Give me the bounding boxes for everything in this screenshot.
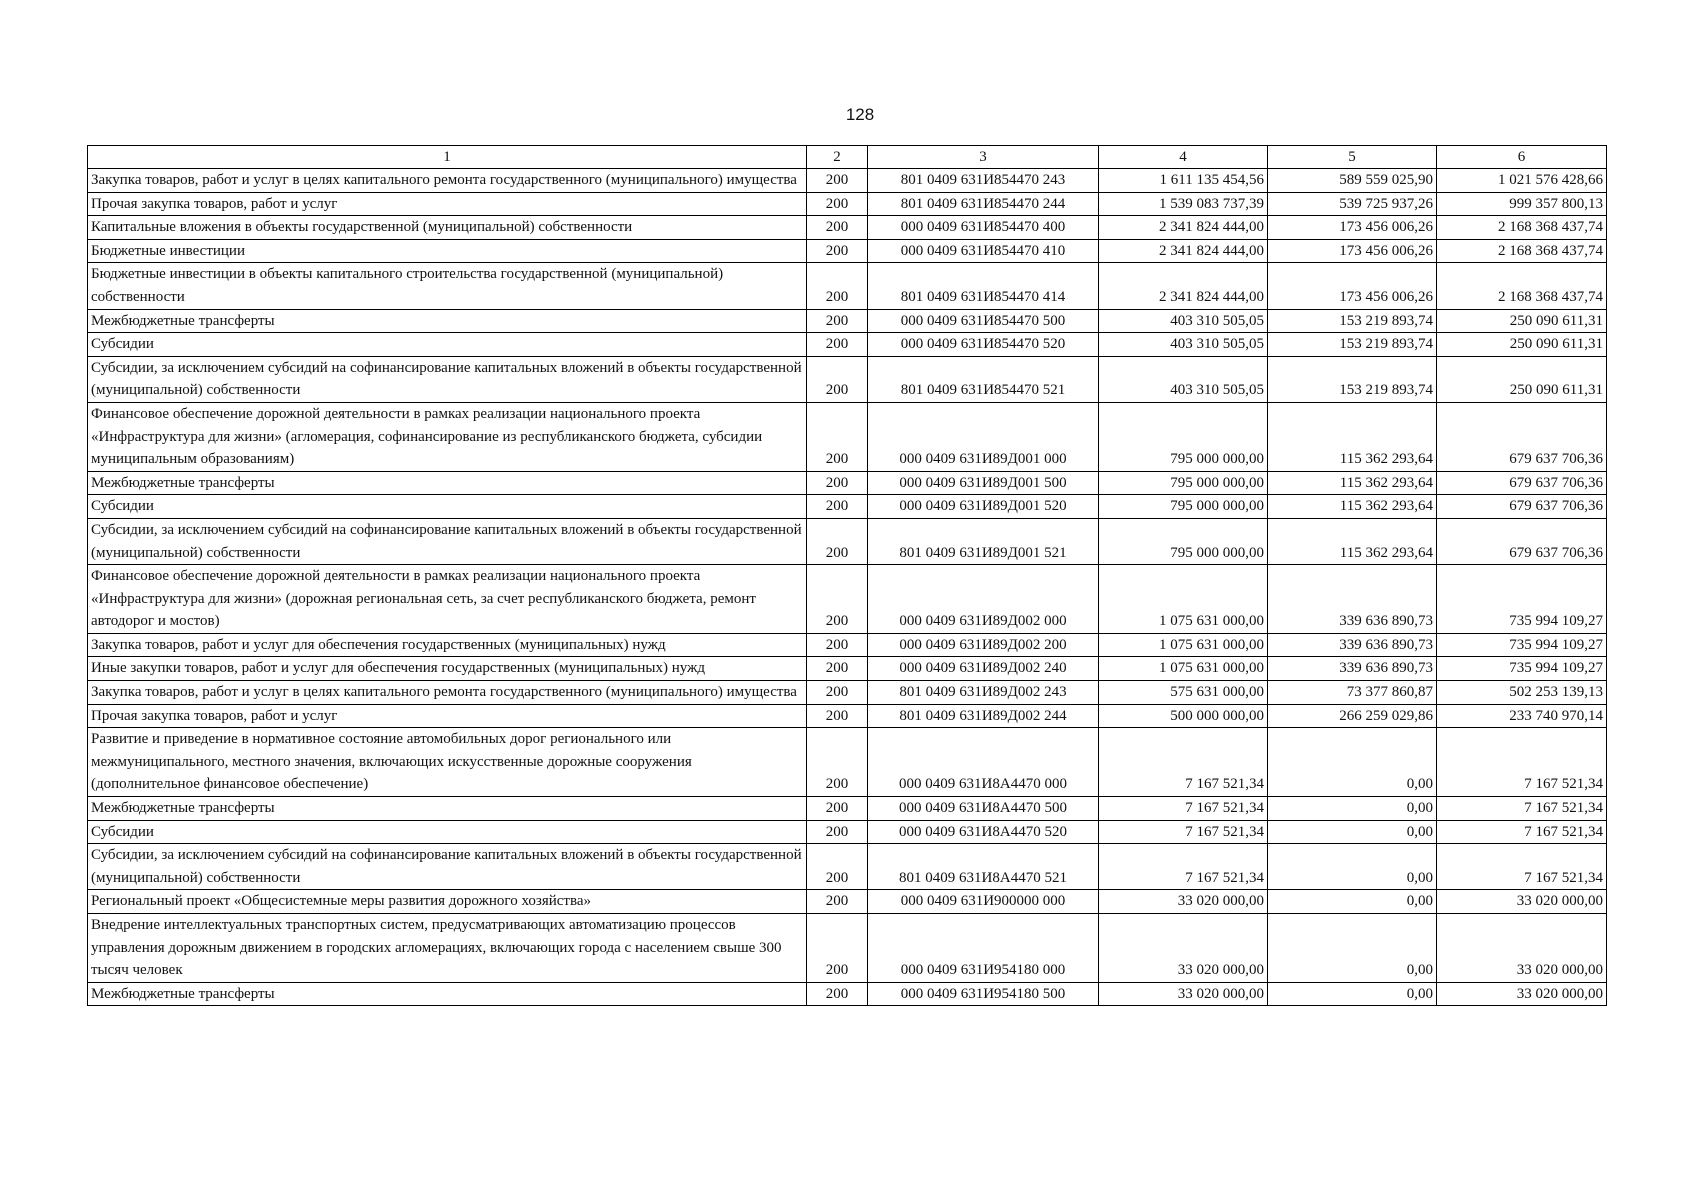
row-classification-code: 801 0409 631И854470 244 <box>868 192 1099 216</box>
row-amount-col6: 7 167 521,34 <box>1437 728 1607 797</box>
row-amount-col4: 2 341 824 444,00 <box>1099 263 1268 309</box>
row-classification-code: 801 0409 631И8А4470 521 <box>868 844 1099 890</box>
table-row <box>88 704 1607 728</box>
column-number: 6 <box>1437 146 1607 169</box>
row-description: Субсидии, за исключением субсидий на софинансирование капитальных вложений в объекты государственной (муниципальной) собственности <box>88 844 807 890</box>
row-classification-code: 000 0409 631И900000 000 <box>868 890 1099 914</box>
row-amount-col4: 403 310 505,05 <box>1099 356 1268 402</box>
row-code: 200 <box>807 797 868 821</box>
row-amount-col6: 250 090 611,31 <box>1437 333 1607 357</box>
row-description: Капитальные вложения в объекты государственной (муниципальной) собственности <box>88 216 807 240</box>
row-description: Межбюджетные трансферты <box>88 982 807 1006</box>
row-classification-code: 000 0409 631И89Д001 000 <box>868 402 1099 471</box>
row-classification-code: 000 0409 631И854470 400 <box>868 216 1099 240</box>
row-amount-col5: 0,00 <box>1268 982 1437 1006</box>
row-description: Субсидии <box>88 333 807 357</box>
row-amount-col5: 115 362 293,64 <box>1268 402 1437 471</box>
row-amount-col5: 173 456 006,26 <box>1268 263 1437 309</box>
row-amount-col4: 795 000 000,00 <box>1099 518 1268 564</box>
row-amount-col5: 0,00 <box>1268 914 1437 983</box>
row-amount-col4: 500 000 000,00 <box>1099 704 1268 728</box>
row-code: 200 <box>807 820 868 844</box>
row-code: 200 <box>807 890 868 914</box>
row-code: 200 <box>807 565 868 634</box>
table-row <box>88 820 1607 844</box>
row-description: Финансовое обеспечение дорожной деятельности в рамках реализации национального проекта «Инфраструктура для жизни» (агломерация, софинансирование из республиканского бюджета, субсидии муниципальным образованиям) <box>88 402 807 471</box>
row-amount-col4: 33 020 000,00 <box>1099 982 1268 1006</box>
row-code: 200 <box>807 681 868 705</box>
row-amount-col5: 0,00 <box>1268 844 1437 890</box>
row-code: 200 <box>807 495 868 519</box>
row-amount-col5: 153 219 893,74 <box>1268 356 1437 402</box>
row-amount-col5: 339 636 890,73 <box>1268 633 1437 657</box>
row-description: Бюджетные инвестиции в объекты капитального строительства государственной (муниципальной) собственности <box>88 263 807 309</box>
row-amount-col4: 7 167 521,34 <box>1099 820 1268 844</box>
row-amount-col5: 0,00 <box>1268 728 1437 797</box>
row-amount-col5: 173 456 006,26 <box>1268 216 1437 240</box>
row-amount-col4: 1 075 631 000,00 <box>1099 657 1268 681</box>
row-description: Финансовое обеспечение дорожной деятельности в рамках реализации национального проекта «Инфраструктура для жизни» (дорожная региональная сеть, за счет республиканского бюджета, ремонт автодорог и мостов) <box>88 565 807 634</box>
row-code: 200 <box>807 192 868 216</box>
row-code: 200 <box>807 914 868 983</box>
table-row <box>88 192 1607 216</box>
table-row <box>88 728 1607 797</box>
row-amount-col5: 115 362 293,64 <box>1268 471 1437 495</box>
row-amount-col6: 679 637 706,36 <box>1437 402 1607 471</box>
row-amount-col6: 233 740 970,14 <box>1437 704 1607 728</box>
row-code: 200 <box>807 982 868 1006</box>
row-description: Закупка товаров, работ и услуг в целях капитального ремонта государственного (муниципального) имущества <box>88 169 807 193</box>
row-classification-code: 801 0409 631И89Д002 243 <box>868 681 1099 705</box>
row-amount-col6: 735 994 109,27 <box>1437 657 1607 681</box>
row-amount-col6: 2 168 368 437,74 <box>1437 263 1607 309</box>
table-row <box>88 657 1607 681</box>
row-amount-col6: 679 637 706,36 <box>1437 471 1607 495</box>
row-code: 200 <box>807 356 868 402</box>
row-amount-col5: 173 456 006,26 <box>1268 239 1437 263</box>
row-amount-col6: 2 168 368 437,74 <box>1437 239 1607 263</box>
row-amount-col6: 502 253 139,13 <box>1437 681 1607 705</box>
row-description: Прочая закупка товаров, работ и услуг <box>88 704 807 728</box>
row-amount-col6: 33 020 000,00 <box>1437 914 1607 983</box>
row-code: 200 <box>807 216 868 240</box>
row-amount-col4: 1 539 083 737,39 <box>1099 192 1268 216</box>
row-classification-code: 000 0409 631И89Д001 500 <box>868 471 1099 495</box>
table-row <box>88 471 1607 495</box>
table-row <box>88 402 1607 471</box>
table-row <box>88 169 1607 193</box>
row-amount-col4: 7 167 521,34 <box>1099 728 1268 797</box>
row-amount-col4: 795 000 000,00 <box>1099 495 1268 519</box>
row-description: Субсидии, за исключением субсидий на софинансирование капитальных вложений в объекты государственной (муниципальной) собственности <box>88 518 807 564</box>
row-description: Субсидии <box>88 495 807 519</box>
row-description: Субсидии <box>88 820 807 844</box>
row-amount-col6: 250 090 611,31 <box>1437 309 1607 333</box>
table-row <box>88 263 1607 309</box>
row-description: Региональный проект «Общесистемные меры развития дорожного хозяйства» <box>88 890 807 914</box>
page-number: 128 <box>845 105 875 124</box>
table-row <box>88 518 1607 564</box>
row-description: Развитие и приведение в нормативное состояние автомобильных дорог регионального или межмуниципального, местного значения, включающих искусственные дорожные сооружения (дополнительное финансовое обеспечение) <box>88 728 807 797</box>
row-classification-code: 801 0409 631И89Д001 521 <box>868 518 1099 564</box>
row-classification-code: 000 0409 631И954180 500 <box>868 982 1099 1006</box>
row-amount-col4: 7 167 521,34 <box>1099 797 1268 821</box>
row-amount-col5: 0,00 <box>1268 820 1437 844</box>
row-amount-col4: 33 020 000,00 <box>1099 890 1268 914</box>
table-row <box>88 982 1607 1006</box>
row-amount-col4: 1 611 135 454,56 <box>1099 169 1268 193</box>
row-code: 200 <box>807 402 868 471</box>
row-amount-col5: 339 636 890,73 <box>1268 657 1437 681</box>
column-number-row <box>88 146 1607 169</box>
row-description: Закупка товаров, работ и услуг для обеспечения государственных (муниципальных) нужд <box>88 633 807 657</box>
row-amount-col5: 0,00 <box>1268 797 1437 821</box>
row-classification-code: 000 0409 631И954180 000 <box>868 914 1099 983</box>
row-amount-col6: 250 090 611,31 <box>1437 356 1607 402</box>
row-amount-col6: 679 637 706,36 <box>1437 495 1607 519</box>
row-amount-col5: 115 362 293,64 <box>1268 518 1437 564</box>
row-code: 200 <box>807 169 868 193</box>
row-amount-col6: 7 167 521,34 <box>1437 820 1607 844</box>
row-description: Бюджетные инвестиции <box>88 239 807 263</box>
table-row <box>88 797 1607 821</box>
table-row <box>88 890 1607 914</box>
row-amount-col5: 0,00 <box>1268 890 1437 914</box>
row-description: Закупка товаров, работ и услуг в целях капитального ремонта государственного (муниципального) имущества <box>88 681 807 705</box>
row-amount-col5: 266 259 029,86 <box>1268 704 1437 728</box>
row-code: 200 <box>807 333 868 357</box>
row-classification-code: 000 0409 631И854470 410 <box>868 239 1099 263</box>
row-description: Субсидии, за исключением субсидий на софинансирование капитальных вложений в объекты государственной (муниципальной) собственности <box>88 356 807 402</box>
row-code: 200 <box>807 633 868 657</box>
row-classification-code: 000 0409 631И89Д002 000 <box>868 565 1099 634</box>
row-code: 200 <box>807 471 868 495</box>
row-amount-col5: 539 725 937,26 <box>1268 192 1437 216</box>
row-amount-col4: 2 341 824 444,00 <box>1099 216 1268 240</box>
table-row <box>88 844 1607 890</box>
table-row <box>88 216 1607 240</box>
row-code: 200 <box>807 309 868 333</box>
row-classification-code: 000 0409 631И8А4470 520 <box>868 820 1099 844</box>
table-row <box>88 681 1607 705</box>
row-amount-col6: 2 168 368 437,74 <box>1437 216 1607 240</box>
row-amount-col5: 153 219 893,74 <box>1268 309 1437 333</box>
row-description: Иные закупки товаров, работ и услуг для обеспечения государственных (муниципальных) нужд <box>88 657 807 681</box>
row-amount-col4: 1 075 631 000,00 <box>1099 565 1268 634</box>
row-amount-col6: 7 167 521,34 <box>1437 797 1607 821</box>
row-classification-code: 000 0409 631И89Д001 520 <box>868 495 1099 519</box>
table-row <box>88 914 1607 983</box>
row-amount-col6: 33 020 000,00 <box>1437 890 1607 914</box>
row-description: Прочая закупка товаров, работ и услуг <box>88 192 807 216</box>
row-amount-col6: 735 994 109,27 <box>1437 633 1607 657</box>
row-amount-col4: 795 000 000,00 <box>1099 402 1268 471</box>
row-code: 200 <box>807 728 868 797</box>
row-code: 200 <box>807 263 868 309</box>
row-amount-col5: 73 377 860,87 <box>1268 681 1437 705</box>
row-classification-code: 000 0409 631И8А4470 000 <box>868 728 1099 797</box>
row-classification-code: 801 0409 631И854470 414 <box>868 263 1099 309</box>
row-classification-code: 801 0409 631И854470 243 <box>868 169 1099 193</box>
row-amount-col6: 7 167 521,34 <box>1437 844 1607 890</box>
row-code: 200 <box>807 704 868 728</box>
row-amount-col4: 2 341 824 444,00 <box>1099 239 1268 263</box>
table-row <box>88 565 1607 634</box>
row-description: Межбюджетные трансферты <box>88 309 807 333</box>
row-amount-col6: 1 021 576 428,66 <box>1437 169 1607 193</box>
column-number: 2 <box>807 146 868 169</box>
table-row <box>88 356 1607 402</box>
table-row <box>88 309 1607 333</box>
row-amount-col5: 339 636 890,73 <box>1268 565 1437 634</box>
budget-table <box>87 145 1607 1006</box>
row-classification-code: 000 0409 631И89Д002 200 <box>868 633 1099 657</box>
row-classification-code: 000 0409 631И8А4470 500 <box>868 797 1099 821</box>
row-classification-code: 000 0409 631И854470 520 <box>868 333 1099 357</box>
table-row <box>88 333 1607 357</box>
row-description: Межбюджетные трансферты <box>88 797 807 821</box>
row-amount-col5: 589 559 025,90 <box>1268 169 1437 193</box>
row-amount-col6: 679 637 706,36 <box>1437 518 1607 564</box>
row-classification-code: 801 0409 631И854470 521 <box>868 356 1099 402</box>
row-amount-col4: 1 075 631 000,00 <box>1099 633 1268 657</box>
column-number: 3 <box>868 146 1099 169</box>
table-row <box>88 633 1607 657</box>
row-classification-code: 000 0409 631И854470 500 <box>868 309 1099 333</box>
row-amount-col4: 403 310 505,05 <box>1099 309 1268 333</box>
row-amount-col6: 33 020 000,00 <box>1437 982 1607 1006</box>
row-amount-col4: 403 310 505,05 <box>1099 333 1268 357</box>
row-amount-col4: 575 631 000,00 <box>1099 681 1268 705</box>
row-amount-col5: 115 362 293,64 <box>1268 495 1437 519</box>
row-description: Межбюджетные трансферты <box>88 471 807 495</box>
column-number: 4 <box>1099 146 1268 169</box>
row-classification-code: 000 0409 631И89Д002 240 <box>868 657 1099 681</box>
table-row <box>88 239 1607 263</box>
row-amount-col6: 735 994 109,27 <box>1437 565 1607 634</box>
row-classification-code: 801 0409 631И89Д002 244 <box>868 704 1099 728</box>
row-description: Внедрение интеллектуальных транспортных систем, предусматривающих автоматизацию процессов управления дорожным движением в городских агломерациях, включающих города с населением свыше 300 тысяч человек <box>88 914 807 983</box>
row-amount-col4: 7 167 521,34 <box>1099 844 1268 890</box>
row-code: 200 <box>807 239 868 263</box>
column-number: 1 <box>88 146 807 169</box>
row-amount-col6: 999 357 800,13 <box>1437 192 1607 216</box>
row-code: 200 <box>807 518 868 564</box>
row-amount-col4: 795 000 000,00 <box>1099 471 1268 495</box>
row-amount-col4: 33 020 000,00 <box>1099 914 1268 983</box>
row-amount-col5: 153 219 893,74 <box>1268 333 1437 357</box>
row-code: 200 <box>807 657 868 681</box>
table-row <box>88 495 1607 519</box>
row-code: 200 <box>807 844 868 890</box>
column-number: 5 <box>1268 146 1437 169</box>
